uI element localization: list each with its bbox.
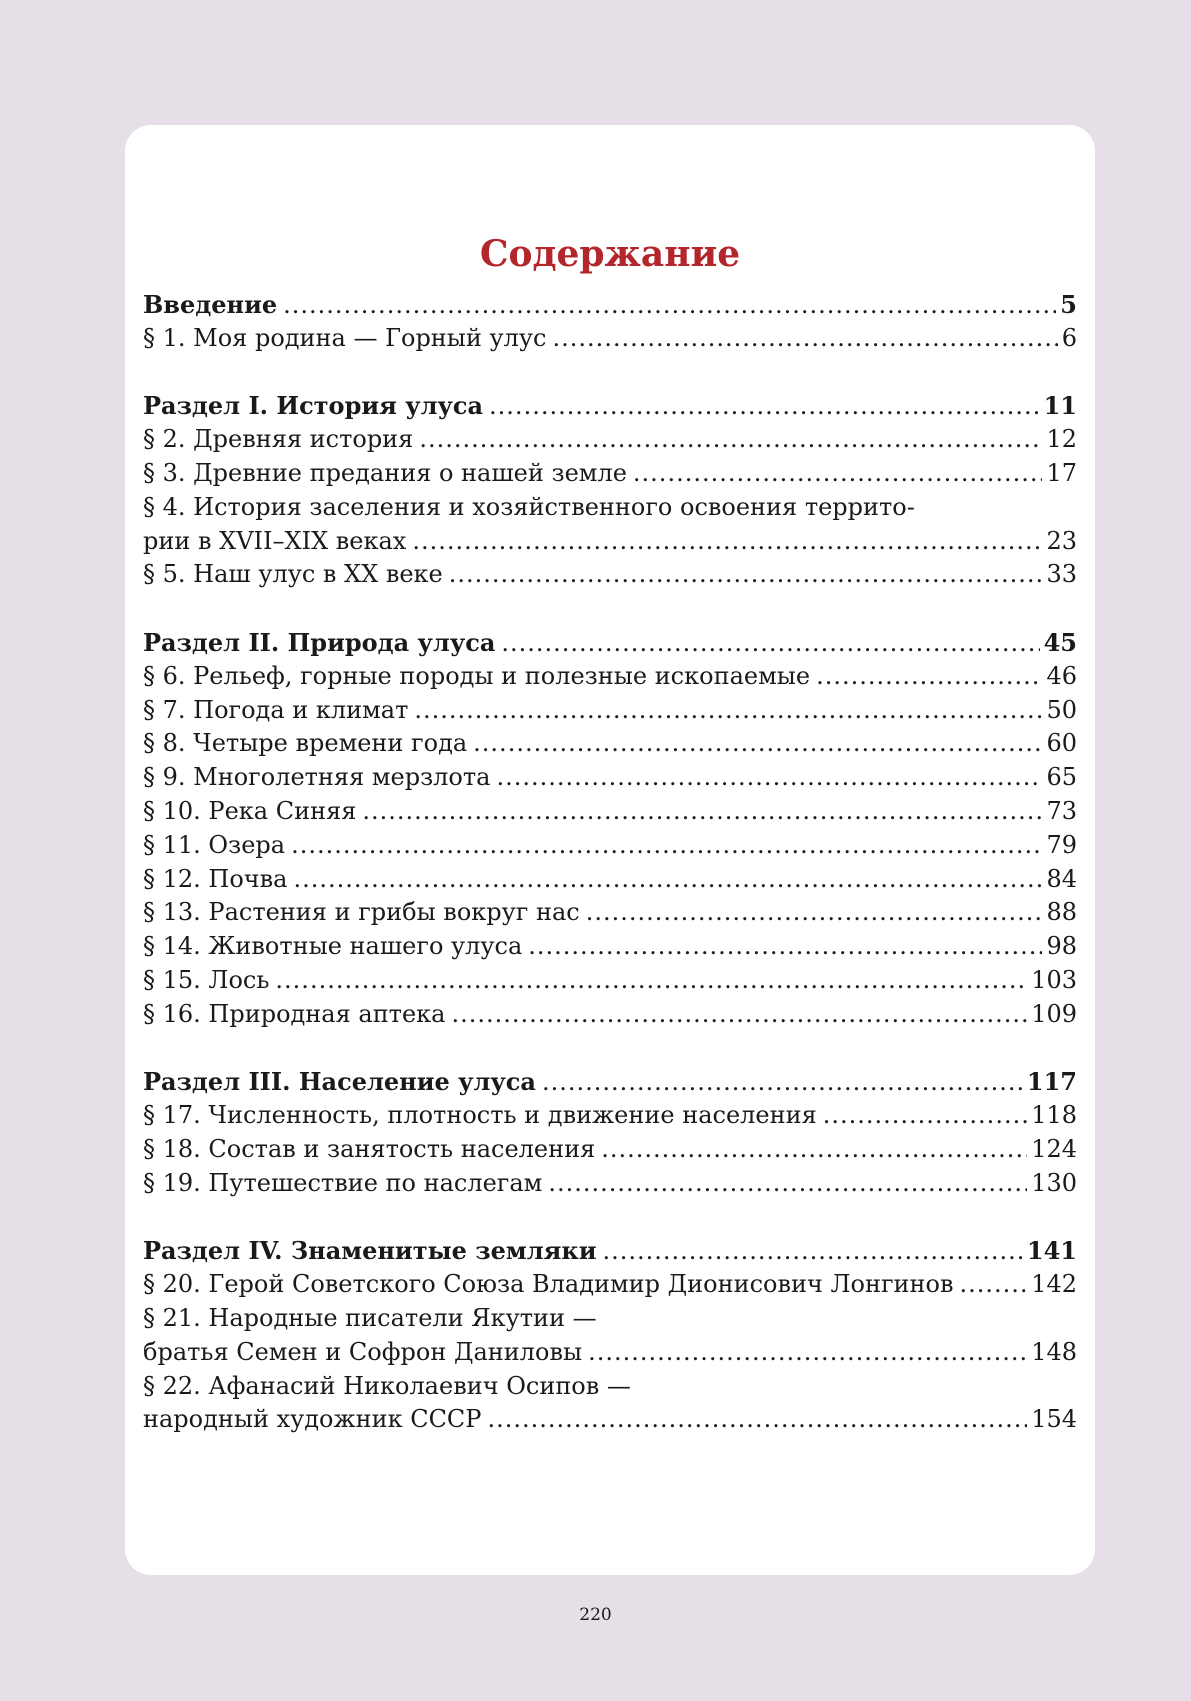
- toc-entry[interactable]: [143, 1167, 1077, 1201]
- toc-section-heading[interactable]: [143, 1234, 1077, 1268]
- toc-entry[interactable]: [143, 761, 1077, 795]
- leader-dots: [275, 964, 1027, 998]
- toc-entry-label: § 16. Природная аптека: [143, 999, 446, 1028]
- toc-entry-page: 6: [1061, 323, 1077, 352]
- toc-entry[interactable]: [143, 1133, 1077, 1167]
- toc-entry[interactable]: [143, 863, 1077, 897]
- leader-dots: [586, 896, 1043, 930]
- toc-entry-page: 118: [1031, 1101, 1077, 1130]
- toc-entry[interactable]: [143, 795, 1077, 829]
- toc-entry-page: 124: [1031, 1134, 1077, 1163]
- toc-entry-page: 65: [1046, 763, 1077, 792]
- toc-section-heading[interactable]: [143, 389, 1077, 423]
- toc-entry[interactable]: [143, 896, 1077, 930]
- leader-dots: [816, 660, 1042, 694]
- toc-entry-label: § 9. Многолетняя мерзлота: [143, 763, 491, 792]
- toc-entry-label: § 7. Погода и климат: [143, 695, 409, 724]
- table-of-contents: [143, 288, 1077, 1437]
- toc-entry-page: 12: [1046, 425, 1077, 454]
- toc-entry-label: § 14. Животные нашего улуса: [143, 932, 523, 961]
- leader-dots: [501, 626, 1039, 661]
- toc-entry-label: § 13. Растения и грибы вокруг нас: [143, 898, 580, 927]
- page-title: Содержание: [479, 233, 741, 275]
- toc-entry-label: Раздел II. Природа улуса: [143, 627, 496, 657]
- toc-entry[interactable]: [143, 1099, 1077, 1133]
- toc-entry-page: 23: [1046, 526, 1077, 555]
- toc-entry-label: братья Семен и Софрон Даниловы: [143, 1337, 583, 1366]
- leader-dots: [496, 761, 1042, 795]
- toc-entry-page: 148: [1031, 1337, 1077, 1366]
- leader-dots: [473, 727, 1042, 761]
- toc-entry-page: 154: [1031, 1405, 1077, 1434]
- toc-entry-label: § 10. Река Синяя: [143, 796, 357, 825]
- toc-entry-label: § 11. Озера: [143, 830, 286, 859]
- toc-entry-page: 50: [1046, 695, 1077, 724]
- toc-entry-page: 109: [1031, 999, 1077, 1028]
- toc-entry-page: 79: [1046, 830, 1077, 859]
- leader-dots: [823, 1099, 1027, 1133]
- toc-entry-page: 142: [1031, 1270, 1077, 1299]
- toc-section-heading[interactable]: [143, 1065, 1077, 1099]
- toc-entry-page: 141: [1026, 1236, 1077, 1266]
- toc-entry-intro[interactable]: [143, 288, 1077, 322]
- leader-dots: [449, 558, 1043, 592]
- toc-entry[interactable]: [143, 1403, 1077, 1437]
- toc-entry[interactable]: [143, 525, 1077, 559]
- toc-entry[interactable]: [143, 964, 1077, 998]
- leader-dots: [419, 423, 1042, 457]
- toc-entry-page: 5: [1060, 290, 1077, 319]
- toc-entry-label: народный художник СССР: [143, 1405, 482, 1434]
- toc-entry-label: § 20. Герой Советского Союза Владимир Дионисович Лонгинов: [143, 1270, 954, 1299]
- toc-entry-label: § 8. Четыре времени года: [143, 729, 468, 758]
- toc-entry-page: 17: [1046, 458, 1077, 487]
- leader-dots: [451, 998, 1027, 1032]
- toc-entry-label: § 18. Состав и занятость населения: [143, 1134, 596, 1163]
- leader-dots: [603, 1234, 1023, 1269]
- leader-dots: [601, 1133, 1027, 1167]
- toc-entry[interactable]: [143, 660, 1077, 694]
- leader-dots: [960, 1268, 1028, 1302]
- toc-entry-page: 33: [1046, 560, 1077, 589]
- toc-entry-label: Раздел I. История улуса: [143, 391, 484, 421]
- toc-entry-label: Введение: [143, 290, 278, 319]
- toc-entry-page: 88: [1046, 898, 1077, 927]
- toc-entry-label: § 1. Моя родина — Горный улус: [143, 323, 547, 352]
- leader-dots: [283, 288, 1056, 323]
- toc-entry[interactable]: [143, 1336, 1077, 1370]
- toc-entry-page: 103: [1031, 965, 1077, 994]
- toc-entry-page: 130: [1031, 1168, 1077, 1197]
- leader-dots: [294, 863, 1043, 897]
- toc-entry-label: Раздел IV. Знаменитые земляки: [143, 1236, 597, 1266]
- toc-entry[interactable]: [143, 694, 1077, 728]
- leader-dots: [542, 1065, 1023, 1100]
- toc-entry-page: 45: [1043, 627, 1077, 657]
- toc-entry-first-line[interactable]: § 4. История заселения и хозяйственного освоения террито-: [143, 492, 915, 521]
- toc-entry-first-line[interactable]: § 22. Афанасий Николаевич Осипов —: [143, 1371, 631, 1400]
- toc-entry-label: § 5. Наш улус в XX веке: [143, 560, 443, 589]
- toc-entry[interactable]: [143, 1268, 1077, 1302]
- toc-entry[interactable]: [143, 727, 1077, 761]
- toc-entry-label: рии в XVII–XIX веках: [143, 526, 407, 555]
- toc-entry-label: § 17. Численность, плотность и движение населения: [143, 1101, 817, 1130]
- leader-dots: [412, 525, 1042, 559]
- leader-dots: [588, 1336, 1027, 1370]
- leader-dots: [362, 795, 1042, 829]
- toc-entry-label: § 2. Древняя история: [143, 425, 414, 454]
- toc-entry-label: § 6. Рельеф, горные породы и полезные ископаемые: [143, 661, 811, 690]
- toc-entry-label: § 12. Почва: [143, 864, 288, 893]
- page-number: 220: [579, 1605, 612, 1625]
- leader-dots: [633, 457, 1043, 491]
- toc-entry[interactable]: [143, 423, 1077, 457]
- leader-dots: [489, 389, 1040, 424]
- toc-entry-page: 46: [1046, 661, 1077, 690]
- leader-dots: [291, 829, 1042, 863]
- toc-entry-label: Раздел III. Население улуса: [143, 1067, 536, 1097]
- toc-entry[interactable]: [143, 558, 1077, 592]
- leader-dots: [414, 694, 1042, 728]
- toc-entry-page: 84: [1046, 864, 1077, 893]
- toc-section-heading[interactable]: [143, 626, 1077, 660]
- leader-dots: [487, 1403, 1027, 1437]
- toc-entry[interactable]: [143, 930, 1077, 964]
- content-card: [125, 125, 1095, 1575]
- toc-entry-label: § 19. Путешествие по наслегам: [143, 1168, 543, 1197]
- leader-dots: [548, 1167, 1027, 1201]
- toc-entry-page: 73: [1046, 796, 1077, 825]
- leader-dots: [552, 322, 1057, 356]
- toc-entry-page: 11: [1043, 391, 1077, 421]
- toc-entry[interactable]: [143, 998, 1077, 1032]
- leader-dots: [528, 930, 1042, 964]
- toc-entry[interactable]: [143, 457, 1077, 491]
- toc-entry-label: § 15. Лось: [143, 965, 270, 994]
- toc-entry-page: 60: [1046, 729, 1077, 758]
- toc-entry-page: 98: [1046, 932, 1077, 961]
- toc-entry-first-line[interactable]: § 21. Народные писатели Якутии —: [143, 1303, 597, 1332]
- toc-entry[interactable]: [143, 322, 1077, 356]
- toc-entry-label: § 3. Древние предания о нашей земле: [143, 458, 627, 487]
- toc-entry[interactable]: [143, 829, 1077, 863]
- toc-entry-page: 117: [1026, 1067, 1077, 1097]
